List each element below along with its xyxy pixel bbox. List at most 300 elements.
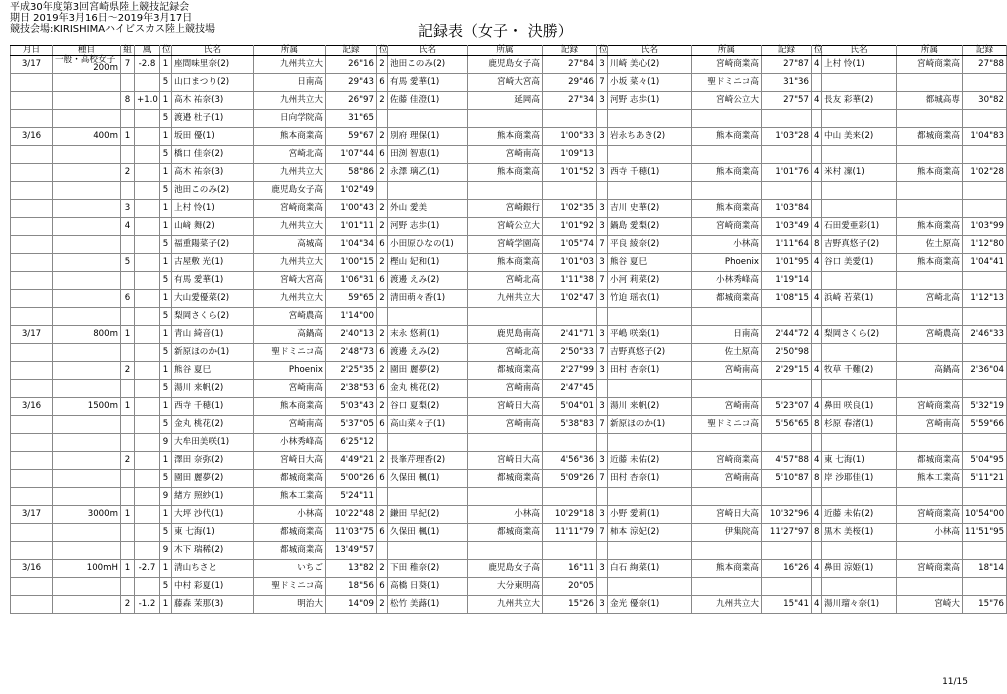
event-cell — [53, 74, 121, 92]
place-cell: 6 — [377, 416, 388, 434]
affiliation-cell: 高城高 — [254, 236, 326, 254]
athlete-name: 長峯芹理香(2) — [388, 452, 468, 470]
athlete-name: 東 七海(1) — [172, 524, 254, 542]
place-cell: 4 — [812, 128, 822, 146]
affiliation-cell: 宮崎商業高 — [692, 452, 762, 470]
athlete-name: 中山 美来(2) — [822, 128, 897, 146]
affiliation-cell: 都城商業高 — [254, 470, 326, 488]
heat-cell — [121, 110, 135, 128]
record-cell: 26"16 — [326, 56, 377, 74]
place-cell: 4 — [812, 254, 822, 272]
date-cell — [11, 524, 53, 542]
athlete-name — [608, 308, 692, 326]
record-cell — [543, 542, 597, 560]
athlete-name — [822, 146, 897, 164]
record-cell — [762, 110, 812, 128]
record-cell: 5'00"26 — [326, 470, 377, 488]
place-cell: 5 — [160, 524, 172, 542]
event-cell — [53, 110, 121, 128]
place-cell — [597, 146, 608, 164]
heat-cell — [121, 488, 135, 506]
wind-cell — [135, 200, 160, 218]
affiliation-cell: 熊本商業高 — [468, 254, 543, 272]
record-cell: 6'25"12 — [326, 434, 377, 452]
event-cell — [53, 506, 121, 524]
athlete-name: 佐藤 佳澄(1) — [388, 92, 468, 110]
place-cell: 1 — [160, 254, 172, 272]
athlete-name: 高木 祐奈(3) — [172, 92, 254, 110]
record-cell: 1'00"33 — [543, 128, 597, 146]
athlete-name — [822, 200, 897, 218]
record-cell: 4'56"36 — [543, 452, 597, 470]
event-cell — [53, 524, 121, 542]
column-header: 氏名 — [608, 46, 692, 56]
affiliation-cell: 鹿児島女子高 — [254, 182, 326, 200]
heat-cell — [121, 236, 135, 254]
record-cell: 5'56"65 — [762, 416, 812, 434]
table-row — [11, 506, 1007, 524]
wind-cell — [135, 290, 160, 308]
wind-cell: -1.2 — [135, 596, 160, 614]
affiliation-cell: 鹿児島女子高 — [468, 560, 543, 578]
affiliation-cell: 熊本商業高 — [897, 164, 963, 182]
affiliation-cell: 熊本商業高 — [897, 254, 963, 272]
record-cell: 11'11"79 — [543, 524, 597, 542]
place-cell — [597, 380, 608, 398]
record-cell: 10'29"18 — [543, 506, 597, 524]
record-cell — [963, 488, 1007, 506]
athlete-name — [388, 110, 468, 128]
date-cell — [11, 254, 53, 272]
affiliation-cell: 宮崎北高 — [468, 272, 543, 290]
record-cell: 13"82 — [326, 560, 377, 578]
affiliation-cell: 宮崎商業高 — [897, 56, 963, 74]
athlete-name: 池田このみ(2) — [388, 56, 468, 74]
athlete-name: 平嶋 咲楽(1) — [608, 326, 692, 344]
affiliation-cell: 聖ドミニコ高 — [254, 344, 326, 362]
place-cell — [812, 380, 822, 398]
wind-cell: -2.7 — [135, 560, 160, 578]
athlete-name: 田村 杏奈(1) — [608, 362, 692, 380]
heat-cell: 3 — [121, 200, 135, 218]
athlete-name: 木下 瑞稀(2) — [172, 542, 254, 560]
place-cell — [812, 308, 822, 326]
record-cell: 18"14 — [963, 560, 1007, 578]
place-cell — [812, 146, 822, 164]
place-cell: 2 — [377, 128, 388, 146]
record-cell — [762, 380, 812, 398]
table-row — [11, 326, 1007, 344]
event-cell — [53, 290, 121, 308]
athlete-name: 金丸 桃花(2) — [388, 380, 468, 398]
affiliation-cell — [897, 344, 963, 362]
athlete-name: 座間味里奈(2) — [172, 56, 254, 74]
event-distance: 400m — [93, 131, 118, 141]
place-cell: 1 — [160, 326, 172, 344]
table-row — [11, 56, 1007, 74]
place-cell: 3 — [597, 290, 608, 308]
athlete-name: 柿本 涼妃(2) — [608, 524, 692, 542]
athlete-name — [608, 542, 692, 560]
heat-cell: 2 — [121, 362, 135, 380]
athlete-name: 梨岡さくら(2) — [822, 326, 897, 344]
record-cell: 15"26 — [543, 596, 597, 614]
table-row — [11, 92, 1007, 110]
record-cell — [543, 308, 597, 326]
event-cell — [53, 380, 121, 398]
place-cell: 5 — [160, 182, 172, 200]
athlete-name — [822, 380, 897, 398]
athlete-name — [822, 542, 897, 560]
place-cell: 5 — [160, 344, 172, 362]
athlete-name: 吉川 史華(2) — [608, 200, 692, 218]
place-cell: 2 — [377, 218, 388, 236]
record-cell: 31"65 — [326, 110, 377, 128]
record-cell: 5'11"21 — [963, 470, 1007, 488]
event-cell — [53, 560, 121, 578]
place-cell — [812, 542, 822, 560]
date-cell — [11, 596, 53, 614]
record-cell — [963, 578, 1007, 596]
athlete-name: 石田愛亜彩(1) — [822, 218, 897, 236]
place-cell: 2 — [377, 560, 388, 578]
athlete-name: 黒木 美桜(1) — [822, 524, 897, 542]
athlete-name — [608, 146, 692, 164]
place-cell: 5 — [160, 272, 172, 290]
athlete-name: 小野 愛莉(1) — [608, 506, 692, 524]
heat-cell — [121, 470, 135, 488]
record-cell: 2'40"13 — [326, 326, 377, 344]
record-cell: 2'36"04 — [963, 362, 1007, 380]
table-row — [11, 560, 1007, 578]
record-cell — [543, 434, 597, 452]
athlete-name: 小坂 菜々(1) — [608, 74, 692, 92]
affiliation-cell — [692, 542, 762, 560]
place-cell: 1 — [160, 398, 172, 416]
place-cell — [377, 488, 388, 506]
place-cell: 4 — [812, 218, 822, 236]
athlete-name: 別府 理保(1) — [388, 128, 468, 146]
table-row — [11, 578, 1007, 596]
affiliation-cell: 九州共立大 — [254, 218, 326, 236]
athlete-name: 田村 杏奈(1) — [608, 470, 692, 488]
athlete-name: 清田萌々香(1) — [388, 290, 468, 308]
table-row — [11, 434, 1007, 452]
place-cell: 6 — [377, 272, 388, 290]
wind-cell — [135, 344, 160, 362]
heat-cell: 1 — [121, 506, 135, 524]
heat-cell: 2 — [121, 596, 135, 614]
heat-cell — [121, 344, 135, 362]
athlete-name: 鎌田 早紀(2) — [388, 506, 468, 524]
place-cell: 1 — [160, 56, 172, 74]
record-cell: 1'01"76 — [762, 164, 812, 182]
athlete-name: 鼻田 咲良(1) — [822, 398, 897, 416]
place-cell — [597, 182, 608, 200]
place-cell: 5 — [160, 236, 172, 254]
athlete-name: 梨岡さくら(2) — [172, 308, 254, 326]
place-cell — [812, 344, 822, 362]
affiliation-cell: 熊本商業高 — [692, 164, 762, 182]
athlete-name: 近藤 未佑(2) — [608, 452, 692, 470]
heat-cell: 1 — [121, 128, 135, 146]
athlete-name: 久保田 楓(1) — [388, 524, 468, 542]
record-cell — [543, 488, 597, 506]
affiliation-cell — [897, 578, 963, 596]
record-cell — [543, 110, 597, 128]
athlete-name: 園田 麗夢(2) — [172, 470, 254, 488]
affiliation-cell: 九州共立大 — [254, 290, 326, 308]
date-cell — [11, 308, 53, 326]
affiliation-cell: 宮崎商業高 — [692, 56, 762, 74]
date-cell — [11, 218, 53, 236]
athlete-name: 青山 綺音(1) — [172, 326, 254, 344]
athlete-name: 西寺 千穂(1) — [172, 398, 254, 416]
heat-cell: 5 — [121, 254, 135, 272]
wind-cell — [135, 524, 160, 542]
record-cell: 1'02"49 — [326, 182, 377, 200]
record-cell: 59"67 — [326, 128, 377, 146]
affiliation-cell: Phoenix — [254, 362, 326, 380]
table-row — [11, 416, 1007, 434]
place-cell: 9 — [160, 542, 172, 560]
meet-dates: 期日 2019年3月16日～2019年3月17日 — [10, 13, 193, 24]
place-cell — [377, 542, 388, 560]
event-cell — [53, 200, 121, 218]
affiliation-cell: 宮崎北高 — [254, 146, 326, 164]
record-cell: 30"82 — [963, 92, 1007, 110]
record-cell: 16"11 — [543, 560, 597, 578]
record-cell — [963, 110, 1007, 128]
column-header: 位 — [597, 46, 608, 56]
athlete-name — [388, 308, 468, 326]
record-cell: 16"26 — [762, 560, 812, 578]
affiliation-cell: 宮崎北高 — [468, 344, 543, 362]
athlete-name: 米村 凜(1) — [822, 164, 897, 182]
record-cell: 27"87 — [762, 56, 812, 74]
athlete-name: 高橋 日葵(1) — [388, 578, 468, 596]
place-cell: 3 — [597, 128, 608, 146]
athlete-name: 渡邉 杜子(1) — [172, 110, 254, 128]
record-cell: 1'09"13 — [543, 146, 597, 164]
wind-cell — [135, 128, 160, 146]
table-row — [11, 236, 1007, 254]
place-cell: 7 — [597, 236, 608, 254]
date-cell: 3/16 — [11, 560, 53, 578]
record-cell: 27"84 — [543, 56, 597, 74]
affiliation-cell — [692, 380, 762, 398]
date-cell — [11, 272, 53, 290]
affiliation-cell: 宮崎公立大 — [692, 92, 762, 110]
date-cell — [11, 452, 53, 470]
event-cell — [53, 434, 121, 452]
athlete-name: 川崎 美心(2) — [608, 56, 692, 74]
wind-cell — [135, 254, 160, 272]
athlete-name: 岸 沙耶佳(1) — [822, 470, 897, 488]
record-cell: 5'04"95 — [963, 452, 1007, 470]
table-row — [11, 272, 1007, 290]
heat-cell — [121, 524, 135, 542]
record-cell: 1'01"03 — [543, 254, 597, 272]
event-cell — [53, 542, 121, 560]
place-cell — [597, 110, 608, 128]
date-cell — [11, 146, 53, 164]
affiliation-cell — [692, 434, 762, 452]
athlete-name — [608, 380, 692, 398]
place-cell: 7 — [597, 524, 608, 542]
place-cell: 2 — [377, 596, 388, 614]
athlete-name: 新原ほのか(1) — [172, 344, 254, 362]
place-cell: 5 — [160, 74, 172, 92]
place-cell: 5 — [160, 308, 172, 326]
event-cell — [53, 470, 121, 488]
affiliation-cell: 宮崎公立大 — [468, 218, 543, 236]
record-cell: 14"09 — [326, 596, 377, 614]
wind-cell — [135, 236, 160, 254]
page-title: 記録表（女子・ 決勝） — [418, 22, 573, 40]
affiliation-cell — [897, 146, 963, 164]
place-cell: 6 — [377, 74, 388, 92]
record-cell: 2'25"35 — [326, 362, 377, 380]
record-cell: 5'03"43 — [326, 398, 377, 416]
athlete-name: 外山 愛美 — [388, 200, 468, 218]
meet-name: 平成30年度第3回宮崎県陸上競技記録会 — [10, 2, 190, 13]
place-cell: 3 — [597, 56, 608, 74]
affiliation-cell: 宮崎大宮高 — [254, 272, 326, 290]
record-cell: 1'05"74 — [543, 236, 597, 254]
record-cell — [762, 146, 812, 164]
record-cell: 29"46 — [543, 74, 597, 92]
wind-cell — [135, 470, 160, 488]
affiliation-cell — [897, 74, 963, 92]
record-cell: 1'04"34 — [326, 236, 377, 254]
athlete-name: 池田このみ(2) — [172, 182, 254, 200]
event-name: 一般・高校女子 — [55, 55, 116, 65]
record-cell: 2'38"53 — [326, 380, 377, 398]
wind-cell — [135, 452, 160, 470]
affiliation-cell: 宮崎南高 — [692, 398, 762, 416]
affiliation-cell: 宮崎商業高 — [897, 398, 963, 416]
athlete-name: 久保田 楓(1) — [388, 470, 468, 488]
record-cell: 1'11"38 — [543, 272, 597, 290]
affiliation-cell: 宮崎南高 — [254, 380, 326, 398]
place-cell: 7 — [597, 344, 608, 362]
heat-cell: 2 — [121, 452, 135, 470]
record-cell — [963, 380, 1007, 398]
affiliation-cell: 鹿児島女子高 — [468, 56, 543, 74]
athlete-name — [388, 182, 468, 200]
place-cell: 1 — [160, 596, 172, 614]
affiliation-cell: 佐土原高 — [692, 344, 762, 362]
place-cell — [812, 272, 822, 290]
table-row — [11, 164, 1007, 182]
record-cell: 10'54"00 — [963, 506, 1007, 524]
heat-cell: 2 — [121, 164, 135, 182]
athlete-name: 吉野真悠子(2) — [608, 344, 692, 362]
affiliation-cell — [897, 182, 963, 200]
affiliation-cell: 小林高 — [468, 506, 543, 524]
athlete-name: 大山愛優菜(2) — [172, 290, 254, 308]
event-cell — [53, 164, 121, 182]
place-cell: 7 — [597, 416, 608, 434]
affiliation-cell: 宮崎南高 — [468, 416, 543, 434]
athlete-name: 樫山 妃和(1) — [388, 254, 468, 272]
place-cell: 1 — [160, 506, 172, 524]
athlete-name — [388, 434, 468, 452]
results-table — [10, 45, 1007, 614]
record-cell: 1'19"14 — [762, 272, 812, 290]
athlete-name: 清山ちさと — [172, 560, 254, 578]
place-cell — [812, 200, 822, 218]
athlete-name: 大牟田美咲(1) — [172, 434, 254, 452]
record-cell — [963, 344, 1007, 362]
place-cell: 1 — [160, 92, 172, 110]
date-cell — [11, 470, 53, 488]
record-cell: 1'01"92 — [543, 218, 597, 236]
record-cell: 1'03"84 — [762, 200, 812, 218]
athlete-name: 上村 怜(1) — [172, 200, 254, 218]
athlete-name: 金丸 桃花(2) — [172, 416, 254, 434]
athlete-name: 近藤 未佑(2) — [822, 506, 897, 524]
affiliation-cell: 日南高 — [254, 74, 326, 92]
event-distance: 1500m — [87, 401, 118, 411]
wind-cell — [135, 506, 160, 524]
athlete-name — [822, 74, 897, 92]
table-row — [11, 146, 1007, 164]
affiliation-cell: 小林高 — [254, 506, 326, 524]
place-cell: 4 — [812, 56, 822, 74]
athlete-name — [822, 308, 897, 326]
affiliation-cell: 小林秀峰高 — [254, 434, 326, 452]
date-cell — [11, 182, 53, 200]
record-cell — [963, 434, 1007, 452]
place-cell — [812, 488, 822, 506]
athlete-name: 山口まつり(2) — [172, 74, 254, 92]
athlete-name — [822, 434, 897, 452]
event-cell — [53, 146, 121, 164]
wind-cell — [135, 380, 160, 398]
place-cell: 4 — [812, 398, 822, 416]
place-cell: 1 — [160, 560, 172, 578]
wind-cell — [135, 398, 160, 416]
place-cell: 2 — [377, 254, 388, 272]
place-cell: 6 — [377, 578, 388, 596]
record-cell: 1'01"11 — [326, 218, 377, 236]
record-cell: 5'32"19 — [963, 398, 1007, 416]
athlete-name: 末永 悠莉(1) — [388, 326, 468, 344]
event-distance: 100mH — [86, 563, 118, 573]
place-cell: 2 — [377, 506, 388, 524]
affiliation-cell: 宮崎日大高 — [692, 506, 762, 524]
place-cell: 2 — [377, 362, 388, 380]
place-cell — [377, 182, 388, 200]
record-cell: 2'50"98 — [762, 344, 812, 362]
event-cell — [53, 92, 121, 110]
record-cell: 27"88 — [963, 56, 1007, 74]
record-cell: 2'48"73 — [326, 344, 377, 362]
heat-cell: 6 — [121, 290, 135, 308]
affiliation-cell — [897, 110, 963, 128]
column-header: 氏名 — [822, 46, 897, 56]
wind-cell — [135, 74, 160, 92]
affiliation-cell — [468, 434, 543, 452]
athlete-name: 岩永ちあき(2) — [608, 128, 692, 146]
place-cell: 3 — [597, 560, 608, 578]
date-cell — [11, 542, 53, 560]
place-cell: 2 — [377, 164, 388, 182]
record-cell: 11'27"97 — [762, 524, 812, 542]
table-row — [11, 362, 1007, 380]
